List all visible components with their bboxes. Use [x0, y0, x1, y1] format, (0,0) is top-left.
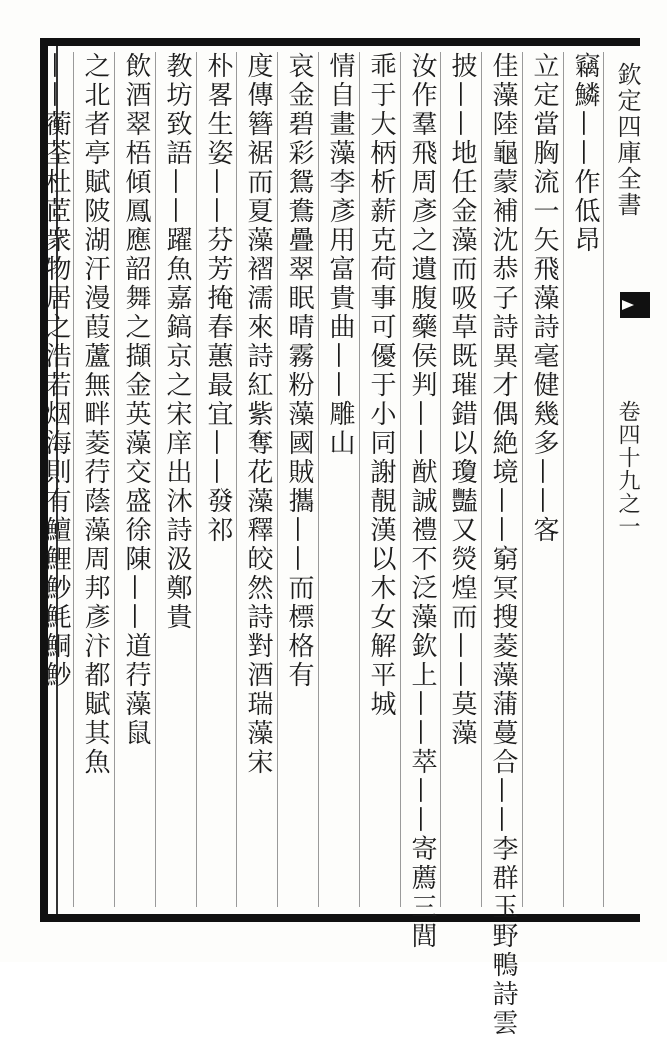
- text-column: 之北者亭賦陂湖汗漫葭蘆無畔菱荇蔭藻周邦彥汴都賦其魚: [80, 52, 110, 777]
- text-column: 朴畧生姿——芬芳掩春蕙最宜——發祁: [203, 52, 233, 545]
- text-column: 度傳簪裾而夏藻褶濡來詩紅紫奪花藻釋皎然詩對酒瑞藻宋: [243, 52, 273, 777]
- page-border-bottom: [40, 914, 640, 922]
- text-column: 汝作羣飛周彥之遺腹藥侯判——猷誠禮不泛藻欽上——萃——寄薦三閭: [407, 52, 437, 951]
- text-column: 披——地任金藻而吸草既璀錯以瓊豔又熒煌而——莫藻: [447, 52, 477, 748]
- page-border-top: [40, 38, 640, 46]
- text-column: 立定當胸流一矢飛藻詩毫健幾多——客: [529, 52, 559, 545]
- text-column: 乖于大柄析薪克荷事可優于小同謝靚漢以木女解平城: [366, 52, 396, 719]
- text-column: 竊鱗——作低昂: [570, 52, 600, 255]
- text-column: 情自畫藻李彥用富貴曲——雕山: [325, 52, 355, 458]
- text-column: 佳藻陸龜蒙補沈恭子詩異才偶絶境——窮冥搜菱藻蒲蔓合——李群玉野鴨詩雲: [488, 52, 518, 1038]
- text-column: ——蘅荃杜茝衆物居之浩若烟海則有鱣鯉魦魹鮦魦: [41, 52, 71, 690]
- text-column: 哀金碧彩鴛鴦疊翠眠晴霧粉藻國賊攜——而標格有: [284, 52, 314, 690]
- volume-number: 卷四十九之一: [615, 400, 640, 538]
- text-column: 教坊致語——躍魚嘉鎬京之宋庠出沐詩汲鄭貴: [162, 52, 192, 632]
- book-title: 欽定四庫全書: [613, 62, 641, 218]
- text-column: 飲酒翠梧傾鳳應韶舞之擷金英藻交盛徐陳——道荇藻鼠: [121, 52, 151, 748]
